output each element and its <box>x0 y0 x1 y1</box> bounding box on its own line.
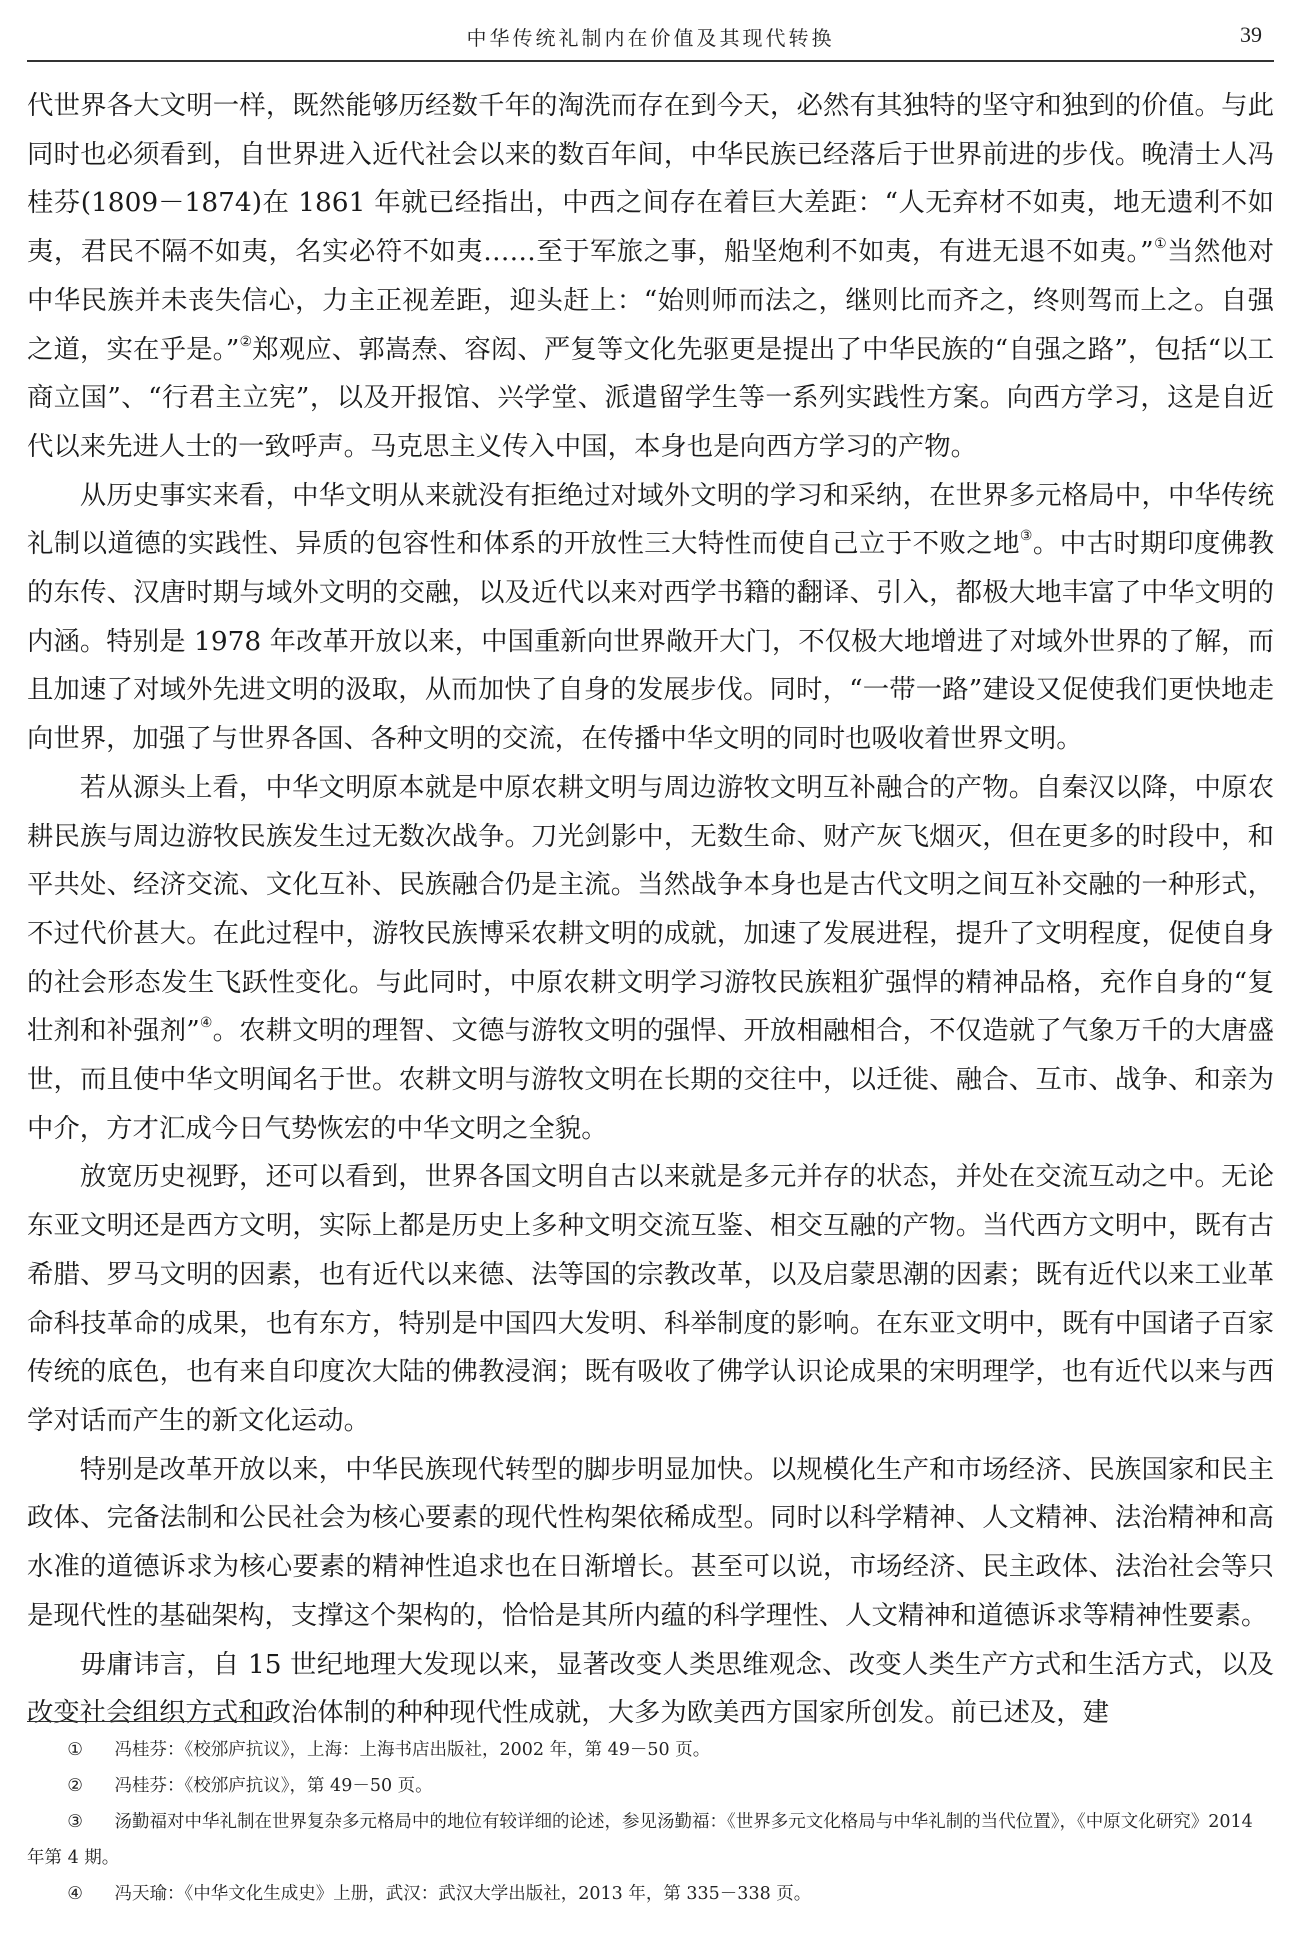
journal-article-title: 中华传统礼制内在价值及其现代转换 <box>466 26 835 50</box>
footnote-reference[interactable]: ① <box>1153 236 1168 253</box>
paragraph-text: 若从源头上看，中华文明原本就是中原农耕文明与周边游牧文明互补融合的产物。自秦汉以降，中原农耕民族与周边游牧民族发生过无数次战争。刀光剑影中，无数生命、财产灰飞烟灭，但在更多的时段中，和平共处、经济交流、文化互补、民族融合仍是主流。当然战争本身也是古代文明之间互补交融的一种形式，不过代价甚大。在此过程中，游牧民族博采农耕文明的成就，加速了发展进程，提升了文明程度，促使自身的社会形态发生飞跃性变化。与此同时，中原农耕文明学习游牧民族粗犷强悍的精神品格，充作自身的“复壮剂和补强剂” <box>27 771 1274 1047</box>
paragraph-text: 代世界各大文明一样，既然能够历经数千年的淘洗而存在到今天，必然有其独特的坚守和独到的价值。与此同时也必须看到，自世界进入近代社会以来的数百年间，中华民族已经落后于世界前进的步伐。晚清士人冯桂芬(1809－1874)在 1861 年就已经指出，中西之间存在着巨大差距：“人无弃材不如夷，地无遗利不如夷，君民不隔不如夷，名实必符不如夷……至于军旅之事，船坚炮利不如夷，有进无退不如夷。” <box>27 90 1274 268</box>
footnote-item <box>27 1732 1274 1768</box>
paragraph-text: 毋庸讳言，自 15 世纪地理大发现以来，显著改变人类思维观念、改变人类生产方式和生活方式，以及改变社会组织方式和政治体制的种种现代性成就，大多为欧美西方国家所创发。前已述及，建 <box>27 1648 1274 1729</box>
footnote-reference[interactable]: ④ <box>199 1015 213 1032</box>
body-paragraph <box>27 1446 1274 1641</box>
paragraph-text: 特别是改革开放以来，中华民族现代转型的脚步明显加快。以规模化生产和市场经济、民族国家和民主政体、完备法制和公民社会为核心要素的现代性构架依稀成型。同时以科学精神、人文精神、法治精神和高水准的道德诉求为核心要素的精神性追求也在日渐增长。甚至可以说，市场经济、民主政体、法治社会等只是现代性的基础架构，支撑这个架构的，恰恰是其所内蕴的科学理性、人文精神和道德诉求等精神性要素。 <box>27 1453 1274 1631</box>
body-paragraph <box>27 764 1274 1154</box>
footnotes <box>27 1732 1274 1912</box>
paragraph-text: 当然他对中华民族并未丧失信心，力主正视差距，迎头赶上：“始则师而法之，继则比而齐之，终则驾而上之。自强之道，实在乎是。” <box>27 236 1275 365</box>
page-number: 39 <box>1240 22 1262 47</box>
footnote-divider <box>27 1721 272 1722</box>
footnote-text: 冯桂芬：《校邠庐抗议》，上海：上海书店出版社，2002 年，第 49－50 页。 <box>114 1740 711 1760</box>
footnote-text: 冯桂芬：《校邠庐抗议》，第 49－50 页。 <box>114 1776 433 1796</box>
paragraph-text: 。农耕文明的理智、文德与游牧文明的强悍、开放相融相合，不仅造就了气象万千的大唐盛世，而且使中华文明闻名于世。农耕文明与游牧文明在长期的交往中，以迁徙、融合、互市、战争、和亲为中介，方才汇成今日气势恢宏的中华文明之全貌。 <box>27 1015 1274 1144</box>
body-paragraph <box>27 82 1274 472</box>
footnote-item <box>27 1768 1274 1804</box>
body-paragraph <box>27 1641 1274 1738</box>
footnote-number: ① <box>67 1740 83 1760</box>
running-header <box>27 0 1274 62</box>
footnote-reference[interactable]: ③ <box>1019 528 1033 545</box>
paragraph-text: 郑观应、郭嵩焘、容闳、严复等文化先驱更是提出了中华民族的“自强之路”，包括“以工商立国”、“行君主立宪”，以及开报馆、兴学堂、派遣留学生等一系列实践性方案。向西方学习，这是自近代以来先进人士的一致呼声。马克思主义传入中国，本身也是向西方学习的产物。 <box>27 333 1274 462</box>
footnote-item <box>27 1876 1274 1912</box>
paragraph-text: 放宽历史视野，还可以看到，世界各国文明自古以来就是多元并存的状态，并处在交流互动之中。无论东亚文明还是西方文明，实际上都是历史上多种文明交流互鉴、相交互融的产物。当代西方文明中，既有古希腊、罗马文明的因素，也有近代以来德、法等国的宗教改革，以及启蒙思潮的因素；既有近代以来工业革命科技革命的成果，也有东方，特别是中国四大发明、科举制度的影响。在东亚文明中，既有中国诸子百家传统的底色，也有来自印度次大陆的佛教浸润；既有吸收了佛学认识论成果的宋明理学，也有近代以来与西学对话而产生的新文化运动。 <box>27 1161 1274 1436</box>
footnote-number: ② <box>67 1776 83 1796</box>
body-paragraph <box>27 472 1274 764</box>
footnote-text: 冯天瑜：《中华文化生成史》上册，武汉：武汉大学出版社，2013 年，第 335－338 页。 <box>114 1884 812 1904</box>
footnote-reference[interactable]: ② <box>239 333 253 350</box>
body-paragraph <box>27 1153 1274 1445</box>
article-body <box>27 82 1274 1738</box>
footnote-item <box>27 1804 1274 1876</box>
paragraph-text: 从历史事实来看，中华文明从来就没有拒绝过对域外文明的学习和采纳，在世界多元格局中，中华传统礼制以道德的实践性、异质的包容性和体系的开放性三大特性而使自己立于不败之地 <box>27 479 1274 560</box>
paragraph-text: 。中古时期印度佛教的东传、汉唐时期与域外文明的交融，以及近代以来对西学书籍的翻译、引入，都极大地丰富了中华文明的内涵。特别是 1978 年改革开放以来，中国重新向世界敞开大门，不仅极大地增进了对域外世界的了解，而且加速了对域外先进文明的汲取，从而加快了自身的发展步伐。同时，“一带一路”建设又促使我们更快地走向世界，加强了与世界各国、各种文明的交流，在传播中华文明的同时也吸收着世界文明。 <box>27 528 1274 755</box>
footnote-number: ③ <box>67 1812 83 1832</box>
footnote-text: 汤勤福对中华礼制在世界复杂多元格局中的地位有较详细的论述，参见汤勤福：《世界多元文化格局与中华礼制的当代位置》，《中原文化研究》2014 年第 4 期。 <box>27 1812 1253 1868</box>
footnote-number: ④ <box>67 1884 83 1904</box>
